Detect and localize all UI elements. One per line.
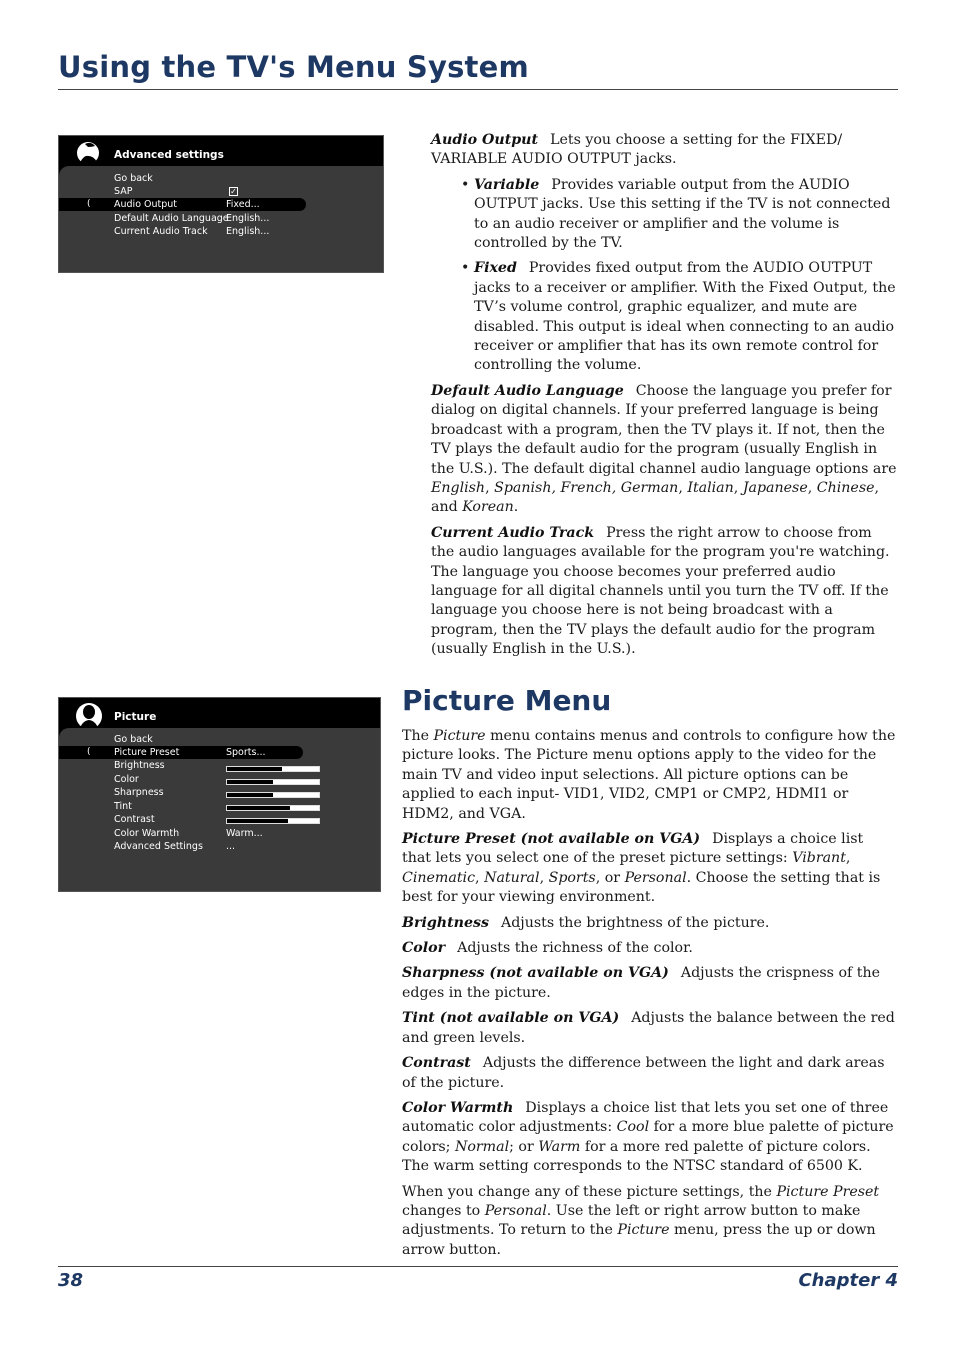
picture-preset-desc-end: . Choose the setting that is best for your viewing environment.: [402, 869, 881, 906]
variable-desc: Provides variable output from the AUDIO OUTPUT jacks. Use this setting if the TV is not connected to an audio receiver or amplifier and the volume is controlled by the TV.: [474, 176, 891, 252]
menu-item-current-audio-track: Current Audio Track: [114, 226, 208, 237]
term-brightness: Brightness: [402, 914, 489, 931]
lang-chinese: Chinese: [816, 479, 875, 496]
menu-item-contrast: Contrast: [114, 814, 155, 825]
sharpness-desc: Adjusts the crispness of the edges in the picture.: [402, 965, 880, 1001]
picture-preset-desc: Displays a choice list that lets you select one of the preset picture settings:: [402, 831, 864, 867]
menu-item-tint: Tint: [114, 801, 132, 812]
closing-emphasis: Personal: [484, 1202, 547, 1219]
preset-personal: Personal: [624, 869, 687, 886]
separator: ,: [539, 869, 545, 886]
default-language-paragraph: [431, 382, 897, 518]
menu-body: [59, 166, 383, 272]
separator: ,: [845, 850, 851, 867]
bullet-mark: •: [461, 260, 470, 277]
sharpness-slider: [226, 792, 320, 798]
menu-item-color: Color: [114, 774, 139, 785]
menu-item-audio-output: Audio Output: [114, 199, 178, 210]
menu-title: Advanced settings: [114, 149, 224, 161]
default-audio-language-value: English...: [226, 213, 270, 224]
term-variable: Variable: [474, 176, 540, 193]
brightness-slider: [226, 766, 320, 772]
color-warmth-value: Warm...: [226, 828, 263, 839]
title-divider: [58, 89, 898, 90]
sharpness-paragraph: [402, 964, 896, 1003]
page-title: Using the TV's Menu System: [58, 50, 529, 84]
color-paragraph: [402, 939, 896, 958]
slider-fill: [227, 767, 282, 771]
closing-emphasis: Picture Preset: [776, 1183, 880, 1200]
closing-emphasis: Picture: [617, 1222, 670, 1239]
picture-options-text: [402, 727, 896, 1266]
separator: ,: [678, 479, 683, 496]
term-default-audio-language: Default Audio Language: [431, 382, 624, 399]
color-warmth-desc: for a more blue palette of picture colors;: [402, 1119, 894, 1155]
picture-preset-value: Sports...: [226, 747, 266, 758]
audio-output-value: Fixed...: [226, 199, 260, 210]
preset-vibrant: Vibrant: [792, 850, 846, 867]
separator: ,: [485, 479, 490, 496]
selection-arrow-icon: (: [87, 199, 91, 209]
color-warmth-desc: Displays a choice list that lets you set one of three automatic color adjustments:: [402, 1099, 889, 1136]
warmth-warm: Warm: [538, 1138, 581, 1155]
selected-row-highlight: [59, 198, 306, 211]
closing-text: changes to: [402, 1202, 481, 1219]
lang-english: English: [431, 479, 486, 496]
brightness-desc: Adjusts the brightness of the picture.: [500, 914, 770, 931]
lang-japanese: Japanese: [742, 479, 808, 496]
menu-item-sap: SAP: [114, 186, 133, 197]
closing-text: menu, press the up or down arrow button.: [402, 1222, 876, 1258]
contrast-slider: [226, 818, 320, 824]
intro-emphasis: Picture: [433, 728, 486, 744]
slider-fill: [227, 819, 288, 823]
picture-intro-paragraph: [402, 727, 896, 824]
closing-paragraph: [402, 1183, 896, 1261]
color-desc: Adjusts the richness of the color.: [457, 940, 693, 957]
section-title-picture-menu: Picture Menu: [402, 684, 612, 717]
current-audio-track-value: English...: [226, 226, 270, 237]
page-number: 38: [58, 1270, 84, 1291]
lang-italian: Italian: [687, 479, 734, 496]
sap-checkbox-checked: ✓: [230, 187, 237, 196]
menu-item-advanced-settings: Advanced Settings: [114, 841, 203, 852]
preset-sports: Sports: [548, 869, 596, 886]
current-track-paragraph: [431, 524, 897, 660]
menu-item-picture-preset: Picture Preset: [114, 747, 180, 758]
slider-fill: [227, 793, 273, 797]
menu-title: Picture: [114, 711, 157, 723]
slider-fill: [227, 806, 290, 810]
separator: ,: [733, 479, 739, 496]
variable-bullet: [431, 176, 897, 254]
warmth-cool: Cool: [616, 1119, 650, 1136]
audio-output-paragraph: [431, 131, 897, 170]
closing-text: When you change any of these picture settings, the: [402, 1183, 772, 1200]
term-color-warmth: Color Warmth: [402, 1099, 514, 1116]
separator: ,: [475, 869, 480, 886]
contrast-paragraph: [402, 1054, 896, 1093]
fixed-bullet: [431, 259, 897, 375]
term-current-audio-track: Current Audio Track: [431, 524, 595, 541]
audio-options-text: [431, 131, 897, 666]
separator: , and: [431, 479, 880, 516]
bullet-mark: •: [461, 176, 470, 193]
preset-cinematic: Cinematic: [402, 869, 476, 886]
intro-text: menu contains menus and controls to configure how the picture looks. The Picture menu options apply to the video for the main TV and video input selections. All picture options can be applied to each input- VID1, VID2, CMP1 or CMP2, HDMI1 or HDM2, and VGA.: [402, 728, 896, 822]
color-warmth-paragraph: [402, 1099, 896, 1177]
current-track-desc: Press the right arrow to choose from the audio languages available for the program you're watching. The language you choose becomes your preferred audio language for all digital channels until you turn the TV off. If the language you choose here is not being broadcast with a program, then the TV plays the default audio for the program (usually English in the U.S.).: [431, 524, 890, 658]
menu-item-sharpness: Sharpness: [114, 787, 164, 798]
preset-natural: Natural: [484, 869, 540, 886]
term-sharpness: Sharpness (not available on VGA): [402, 965, 669, 982]
fixed-desc: Provides fixed output from the AUDIO OUTPUT jacks to a receiver or amplifier. With the Fixed Output, the TV’s volume control, graphic equalizer, and mute are disabled. This output is ideal when connecting to an audio receiver or amplifier that has its own remote control for controlling the volume.: [474, 260, 896, 374]
tint-slider: [226, 805, 320, 811]
lang-korean: Korean: [462, 499, 514, 516]
menu-item-default-audio-language: Default Audio Language: [114, 213, 229, 224]
period: .: [513, 499, 519, 516]
tint-paragraph: [402, 1009, 896, 1048]
footer-divider: [58, 1266, 898, 1267]
intro-text: The: [402, 728, 429, 744]
lang-spanish-french-german: Spanish, French, German: [494, 479, 679, 496]
warmth-normal: Normal: [454, 1138, 510, 1155]
advanced-settings-value: ...: [226, 841, 236, 852]
tint-desc: Adjusts the balance between the red and green levels.: [402, 1010, 895, 1046]
contrast-desc: Adjusts the difference between the light and dark areas of the picture.: [402, 1055, 885, 1091]
term-color: Color: [402, 940, 446, 957]
term-fixed: Fixed: [474, 260, 517, 277]
chapter-label: Chapter 4: [798, 1270, 898, 1291]
brightness-paragraph: [402, 914, 896, 933]
menu-item-go-back: Go back: [114, 173, 153, 184]
term-contrast: Contrast: [402, 1055, 471, 1072]
color-slider: [226, 779, 320, 785]
slider-fill: [227, 780, 273, 784]
menu-item-color-warmth: Color Warmth: [114, 828, 180, 839]
separator: , or: [595, 869, 621, 886]
color-warmth-desc: ; or: [509, 1138, 534, 1155]
closing-text: . Use the left or right arrow button to make adjustments. To return to the: [402, 1202, 861, 1239]
audio-output-desc: Lets you choose a setting for the FIXED/ VARIABLE AUDIO OUTPUT jacks.: [431, 132, 843, 168]
advanced-settings-menu-screenshot: [58, 135, 384, 273]
menu-item-go-back: Go back: [114, 734, 153, 745]
term-picture-preset: Picture Preset (not available on VGA): [402, 831, 701, 848]
menu-item-brightness: Brightness: [114, 760, 165, 771]
selection-arrow-icon: (: [87, 747, 91, 757]
color-warmth-desc: for a more red palette of picture colors. The warm setting corresponds to the NTSC standard of 6500 K.: [402, 1138, 871, 1175]
picture-preset-paragraph: [402, 830, 896, 908]
picture-menu-screenshot: [58, 697, 381, 892]
separator: ,: [807, 479, 813, 496]
selected-row-highlight: [59, 746, 303, 759]
term-tint: Tint (not available on VGA): [402, 1010, 620, 1027]
menu-body: [59, 728, 380, 891]
default-language-desc: Choose the language you prefer for dialog on digital channels. If your preferred language is being broadcast with a program, then the TV plays it. If not, then the TV plays the default audio for the program (usually English in the U.S.). The default digital channel audio language options are: [431, 382, 897, 477]
term-audio-output: Audio Output: [431, 132, 539, 148]
